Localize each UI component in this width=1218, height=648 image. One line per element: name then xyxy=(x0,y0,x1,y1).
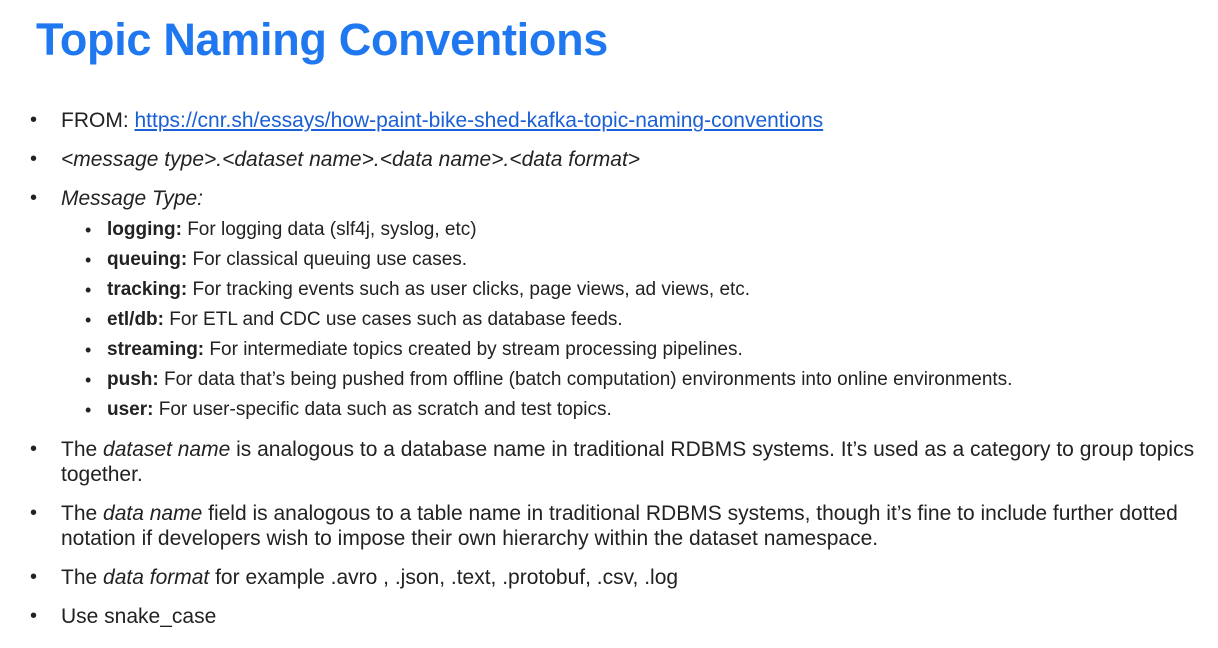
bullet-from xyxy=(30,108,1205,133)
bullet-pattern xyxy=(30,147,1205,172)
list-item xyxy=(85,395,1205,425)
text: for example .avro , .json, .text, .protobuf, .csv, .log xyxy=(209,566,679,589)
text: is analogous to a database name in traditional RDBMS systems. It’s used as a category to group topics together. xyxy=(61,438,1195,486)
text: field is analogous to a table name in traditional RDBMS systems, though it’s fine to include further dotted notation if developers wish to impose their own hierarchy within the dataset namespace. xyxy=(61,502,1178,550)
bullet-data-format xyxy=(30,565,1205,590)
term: tracking: xyxy=(107,279,188,300)
desc: For user-specific data such as scratch and test topics. xyxy=(153,399,612,420)
dataset-term: dataset name xyxy=(103,438,231,461)
dataformat-term: data format xyxy=(103,566,210,589)
desc: For intermediate topics created by stream processing pipelines. xyxy=(204,339,743,360)
naming-pattern: <message type>.<dataset name>.<data name>.<data format> xyxy=(61,148,641,171)
bullet-dataset-name xyxy=(30,437,1205,487)
list-item xyxy=(85,365,1205,395)
message-type-list xyxy=(61,215,1205,425)
list-item xyxy=(85,275,1205,305)
text: The xyxy=(61,566,104,589)
term: streaming: xyxy=(107,339,205,360)
list-item xyxy=(85,335,1205,365)
text: The xyxy=(61,502,104,525)
text: The xyxy=(61,438,104,461)
desc: For ETL and CDC use cases such as database feeds. xyxy=(164,309,623,330)
list-item xyxy=(85,215,1205,245)
bullet-snake-case xyxy=(30,604,1205,629)
bullet-message-type xyxy=(30,186,1205,425)
message-type-label: Message Type: xyxy=(61,187,204,210)
desc: For data that’s being pushed from offline (batch computation) environments into online environments. xyxy=(158,369,1013,390)
desc: For tracking events such as user clicks, page views, ad views, etc. xyxy=(187,279,751,300)
term: user: xyxy=(107,399,154,420)
list-item xyxy=(85,305,1205,335)
term: etl/db: xyxy=(107,309,164,330)
term: queuing: xyxy=(107,249,188,270)
list-item xyxy=(85,245,1205,275)
page-title: Topic Naming Conventions xyxy=(36,14,608,65)
term: push: xyxy=(107,369,159,390)
bullet-list xyxy=(30,108,1205,643)
from-label: FROM: xyxy=(61,109,129,132)
desc: For logging data (slf4j, syslog, etc) xyxy=(181,219,477,240)
bullet-data-name xyxy=(30,501,1205,551)
desc: For classical queuing use cases. xyxy=(187,249,468,270)
source-link[interactable]: https://cnr.sh/essays/how-paint-bike-shed-kafka-topic-naming-conventions xyxy=(134,109,824,132)
dataname-term: data name xyxy=(103,502,203,525)
snake-case-text: Use snake_case xyxy=(61,605,217,628)
term: logging: xyxy=(107,219,182,240)
